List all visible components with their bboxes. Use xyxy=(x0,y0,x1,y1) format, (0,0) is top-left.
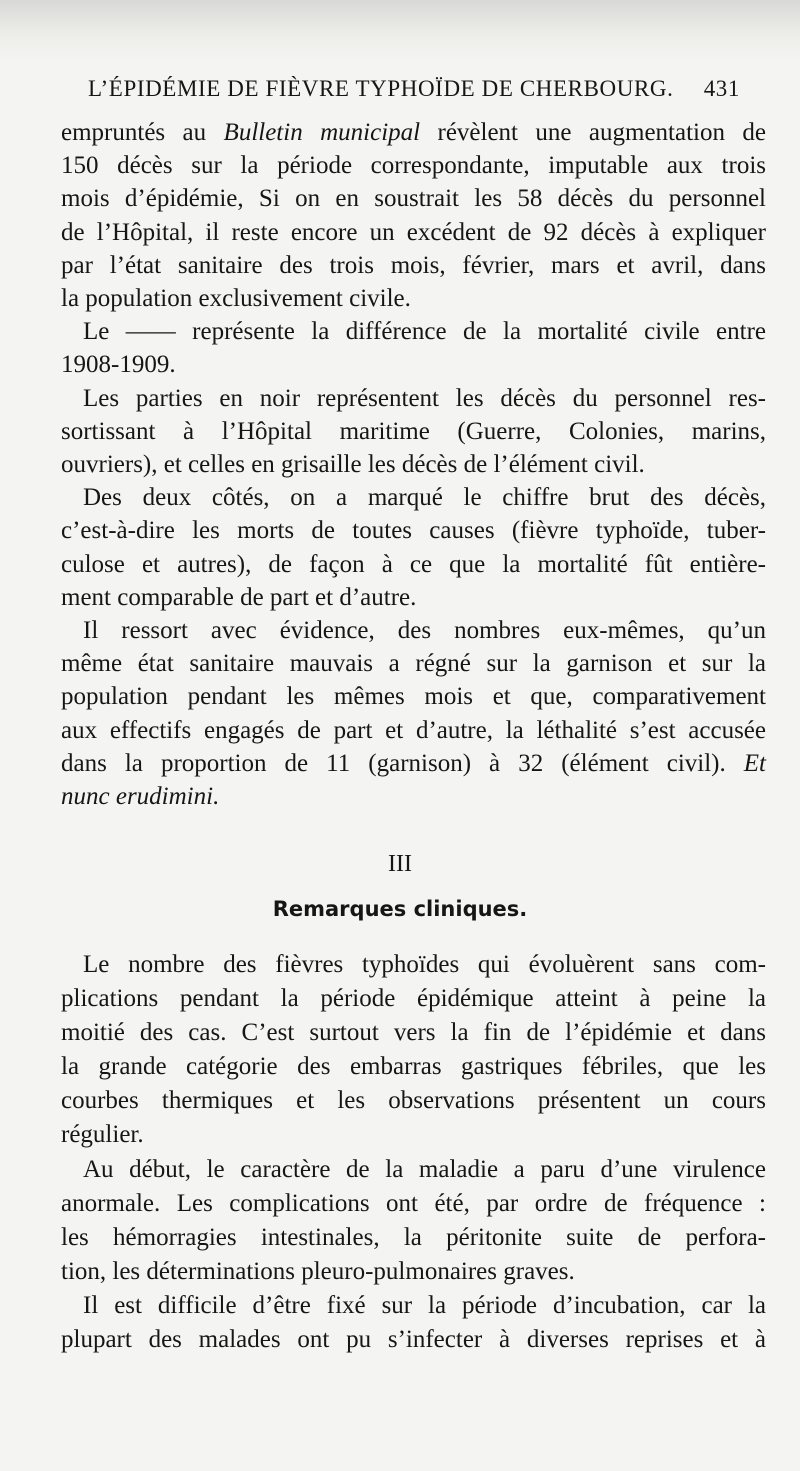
text-line: courbes thermiques et les observations présentent un cours xyxy=(61,1087,766,1115)
section-title: Remarques cliniques. xyxy=(272,897,528,921)
text-line: population pendant les mêmes mois et que, comparativement xyxy=(61,683,766,711)
paragraph xyxy=(61,948,766,1153)
paragraph xyxy=(61,481,766,614)
body-text-lower xyxy=(61,948,766,1357)
text-line: Au début, le caractère de la maladie a paru d’une virulence xyxy=(83,1155,766,1183)
text-line: par l’état sanitaire des trois mois, février, mars et avril, dans xyxy=(61,251,766,279)
text-line: ouvriers), et celles en grisaille les décès de l’élément civil. xyxy=(61,451,645,479)
text-line: régulier. xyxy=(61,1121,144,1149)
text-line: aux effectifs engagés de part et d’autre, la léthalité s’est accusée xyxy=(61,716,766,744)
text-fragment: dans la proportion de 11 (garnison) à 32 (élément civil). xyxy=(61,749,744,777)
text-line: Les parties en noir représentent les décès du personnel res- xyxy=(83,384,766,412)
text-line: plupart des malades ont pu s’infecter à diverses reprises et à xyxy=(61,1326,766,1354)
text-line: 150 décès sur la période correspondante, imputable aux trois xyxy=(61,152,766,180)
body-text-upper xyxy=(61,116,766,813)
text-line xyxy=(61,747,766,780)
text-line: ment comparable de part et d’autre. xyxy=(61,583,417,611)
text-line: sortissant à l’Hôpital maritime (Guerre, Colonies, marins, xyxy=(61,417,766,445)
text-line: les hémorragies intestinales, la péritonite suite de perfora- xyxy=(61,1223,766,1251)
text-line: Il ressort avec évidence, des nombres eux-mêmes, qu’un xyxy=(83,617,766,645)
text-line: Le —— représente la différence de la mortalité civile entre xyxy=(83,318,766,346)
scan-edge-shadow xyxy=(0,0,800,60)
text-line: culose et autres), de façon à ce que la mortalité fût entière- xyxy=(61,550,766,578)
text-fragment: empruntés au xyxy=(61,119,224,146)
running-head-title: L’ÉPIDÉMIE DE FIÈVRE TYPHOÏDE DE CHERBOURG. xyxy=(88,76,674,101)
text-line: anormale. Les complications ont été, par ordre de fréquence : xyxy=(61,1189,766,1217)
text-fragment: révèlent une augmentation de xyxy=(420,119,766,146)
paragraph xyxy=(61,614,766,813)
text-line: mois d’épidémie, Si on en soustrait les 58 décès du personnel xyxy=(61,185,766,213)
text-line: même état sanitaire mauvais a régné sur la garnison et sur la xyxy=(61,650,766,678)
text-line xyxy=(61,780,766,813)
section-number: III xyxy=(388,851,412,877)
text-line: plications pendant la période épidémique atteint à peine la xyxy=(61,985,766,1013)
text-line: 1908-1909. xyxy=(61,351,176,379)
paragraph xyxy=(61,1153,766,1289)
text-line: c’est-à-dire les morts de toutes causes (fièvre typhoïde, tuber- xyxy=(61,517,766,545)
text-line: moitié des cas. C’est surtout vers la fin de l’épidémie et dans xyxy=(61,1019,766,1047)
page-number: 431 xyxy=(703,76,740,101)
italic-text: nunc erudimini. xyxy=(61,783,220,811)
text-line: la population exclusivement civile. xyxy=(61,285,411,313)
text-line: Il est difficile d’être fixé sur la période d’incubation, car la xyxy=(83,1291,766,1319)
italic-text: Bulletin municipal xyxy=(223,119,421,146)
text-line: tion, les déterminations pleuro-pulmonaires graves. xyxy=(61,1257,575,1285)
text-line: la grande catégorie des embarras gastriques fébriles, que les xyxy=(61,1053,766,1081)
text-line: Des deux côtés, on a marqué le chiffre brut des décès, xyxy=(83,484,766,512)
running-head xyxy=(88,76,740,102)
paragraph xyxy=(61,382,766,482)
text-line: Le nombre des fièvres typhoïdes qui évoluèrent sans com- xyxy=(83,951,766,978)
italic-text: Et xyxy=(743,749,766,777)
text-line: de l’Hôpital, il reste encore un excédent de 92 décès à expliquer xyxy=(61,218,766,246)
text-line xyxy=(61,116,766,149)
paragraph xyxy=(61,116,766,315)
paragraph xyxy=(61,1289,766,1357)
paragraph xyxy=(61,315,766,381)
